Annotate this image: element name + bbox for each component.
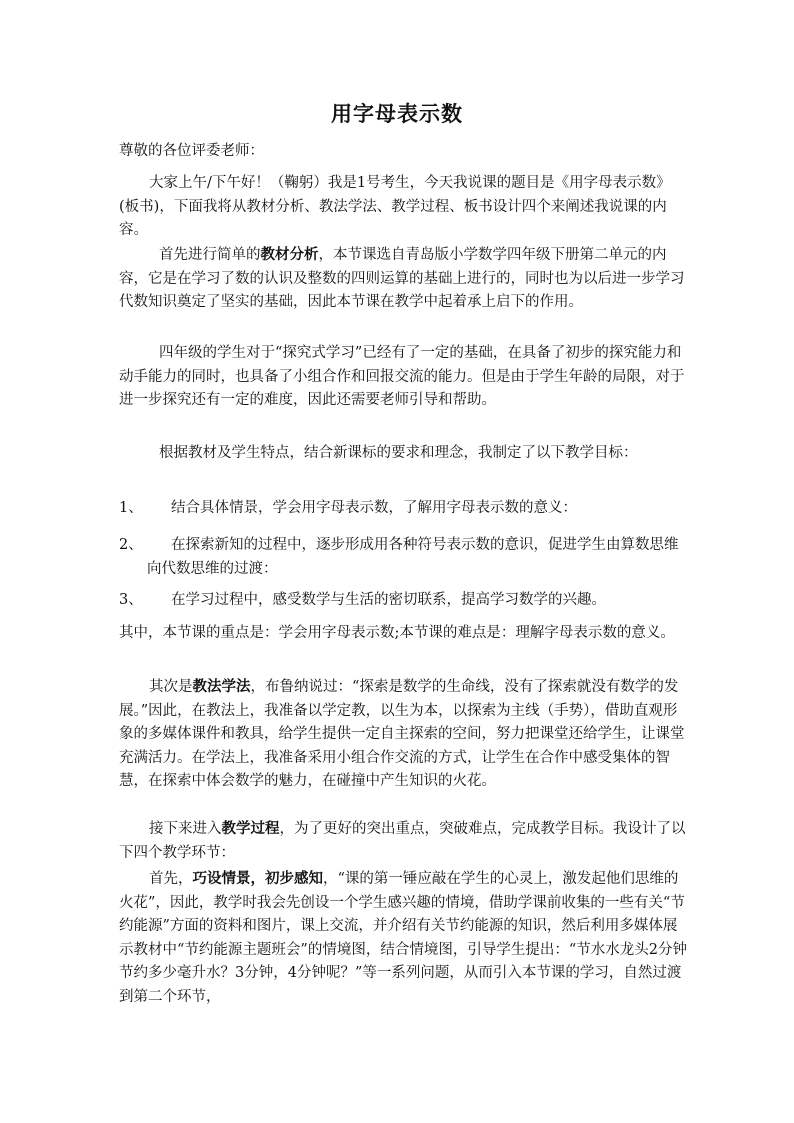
intro-paragraph: 大家上午/下午好！（鞠躬）我是1号考生，今天我说课的题目是《用字母表示数》(板书)，下面我将从教材分析、教法学法、教学过程、板书设计四个来阐述我说课的内容。 (119, 175, 671, 239)
bold-heading: 教材分析 (260, 247, 319, 263)
text-run: ，本节课选自青岛版小学数学四年级下册第二单元的内容，它是在学习了数的认识及整数的四则运算的基础上进行的，同时也为以后进一步学习代数知识奠定了坚实的基础，因此本节课在教学中起着承上启下的作用。 (119, 247, 685, 311)
text-run: ，为了更好的突出重点，突破难点，完成教学目标。我设计了以下四个教学环节： (119, 821, 686, 861)
text-run: ，布鲁纳说过：“探索是数学的生命线，没有了探索就没有数学的发展。”因此，在教法上，我准备以学定教，以生为本，以探索为主线（手势），借助直观形象的多媒体课件和教具，给学生提供一定自主探索的空间，努力把课堂还给学生，让课堂充满活力。在学法上，我准备采用小组合作交流的方式，让学生在合作中感受集体的智慧，在探索中体会数学的魅力，在碰撞中产生知识的火花。 (119, 679, 685, 790)
textbook-analysis-paragraph (119, 244, 687, 315)
text-run: 首先， (149, 871, 193, 887)
list-number: 2、 (119, 537, 143, 553)
list-text: 在探索新知的过程中，逐步形成用各种符号表示数的意识，促进学生由算数思维向代数思维的过渡： (147, 537, 679, 577)
key-points-paragraph: 其中，本节课的重点是：学会用字母表示数;本节课的难点是：理解字母表示数的意义。 (119, 625, 675, 641)
bold-heading: 巧设情景，初步感知 (192, 871, 323, 887)
list-number: 1、 (119, 500, 143, 516)
list-item (119, 497, 687, 521)
text-run: 其次是 (149, 679, 193, 695)
bold-heading: 教法学法 (192, 679, 251, 695)
bold-heading: 教学过程 (221, 821, 280, 837)
list-item (119, 534, 687, 581)
teaching-methods-paragraph (119, 676, 687, 794)
text-run: 接下来进入 (149, 821, 222, 837)
teaching-process-paragraph (119, 818, 687, 865)
list-item (119, 589, 687, 613)
student-analysis-paragraph: 四年级的学生对于“探究式学习”已经有了一定的基础，在具备了初步的探究能力和动手能力的同时，也具备了小组合作和回报交流的能力。但是由于学生年龄的局限，对于进一步探究还有一定的难度，因此还需要老师引导和帮助。 (119, 345, 685, 409)
text-run: 首先进行简单的 (159, 247, 261, 263)
list-text: 结合具体情景，学会用字母表示数，了解用字母表示数的意义： (171, 500, 577, 516)
text-run: ，“课的第一锤应敲在学生的心灵上，激发起他们思维的火花”，因此，教学时我会先创设一个学生感兴趣的情境，借助学课前收集的一些有关“节约能源”方面的资料和图片，课上交流，并介绍有关节约能源的知识，然后利用多媒体展示教材中“节约能源主题班会”的情境图，结合情境图，引导学生提出：“节水水龙头2分钟节约多少毫升水？3分钟，4分钟呢？”等一系列问题，从而引入本节课的学习，自然过渡到第二个环节， (119, 871, 687, 1005)
salutation: 尊敬的各位评委老师： (119, 143, 264, 159)
goals-intro-paragraph: 根据教材及学生特点，结合新课标的要求和理念，我制定了以下教学目标： (159, 445, 638, 461)
list-number: 3、 (119, 592, 143, 608)
first-stage-paragraph (119, 868, 687, 1010)
document-title: 用字母表示数 (331, 102, 463, 126)
list-text: 在学习过程中，感受数学与生活的密切联系，提高学习数学的兴趣。 (171, 592, 606, 608)
